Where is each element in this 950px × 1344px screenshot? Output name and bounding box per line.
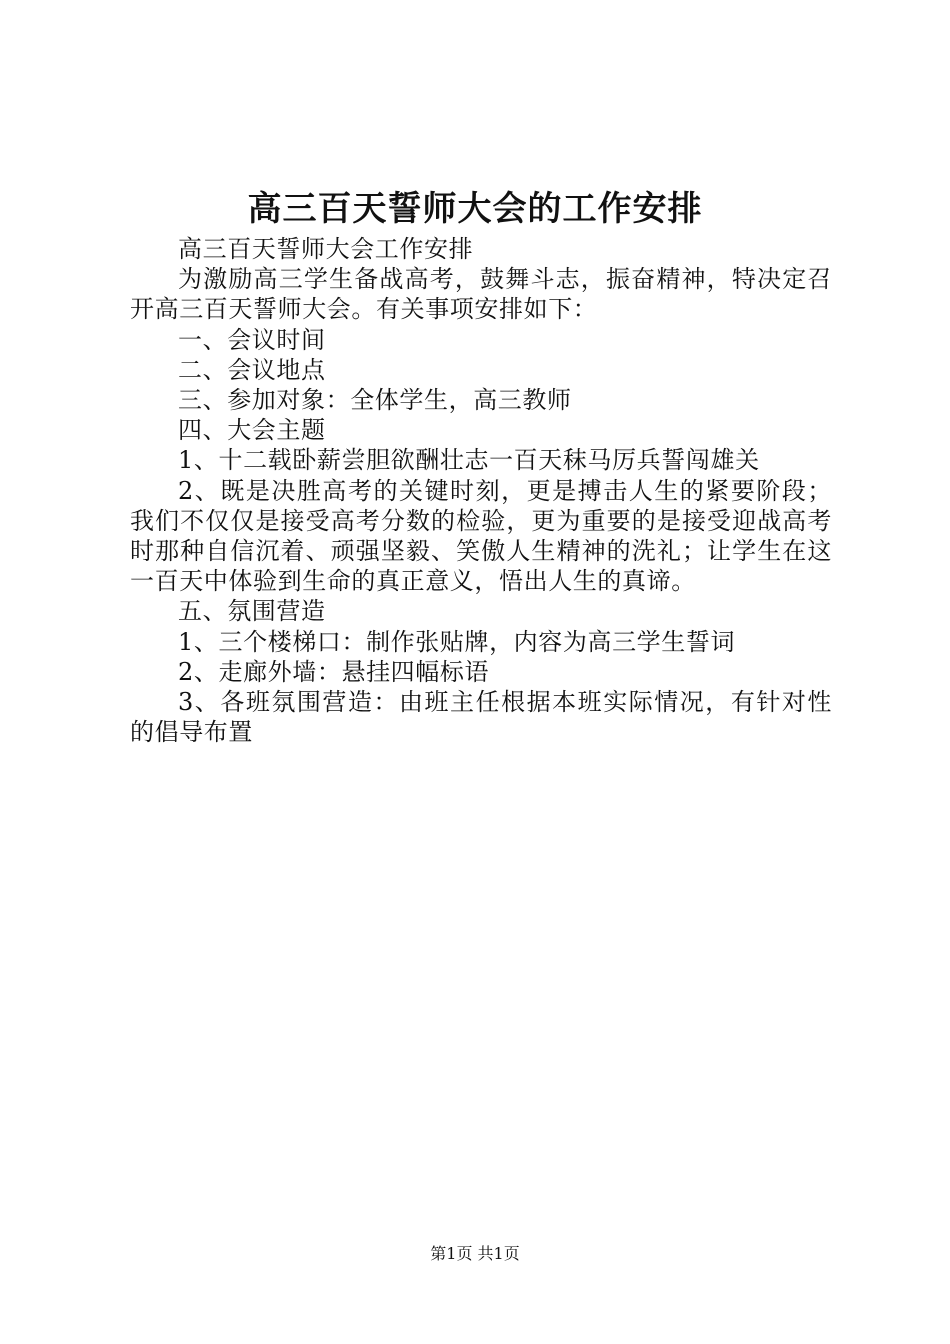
paragraph-intro: 为激励高三学生备战高考，鼓舞斗志，振奋精神，特决定召开高三百天誓师大会。有关事项安排如下：: [130, 265, 832, 324]
paragraph-theme-heading: 四、大会主题: [178, 416, 326, 445]
paragraph-theme-item-1: 1、十二载卧薪尝胆欲酬壮志一百天秣马厉兵誓闯雄关: [178, 446, 760, 475]
document-body: [130, 234, 832, 747]
paragraph-participants: 三、参加对象：全体学生，高三教师: [178, 386, 572, 415]
paragraph-meeting-place: 二、会议地点: [178, 355, 326, 384]
paragraph-subtitle: 高三百天誓师大会工作安排: [178, 235, 474, 263]
paragraph-theme-item-2: 2、既是决胜高考的关键时刻，更是搏击人生的紧要阶段；我们不仅仅是接受高考分数的检验，更为重要的是接受迎战高考时那种自信沉着、顽强坚毅、笑傲人生精神的洗礼；让学生在这一百天中体验到生命的真正意义，悟出人生的真谛。: [130, 476, 832, 596]
paragraph-atmosphere-heading: 五、氛围营造: [178, 597, 326, 626]
paragraph-atmosphere-item-2: 2、走廊外墙：悬挂四幅标语: [178, 657, 490, 686]
page-footer: 第1页 共1页: [430, 1244, 520, 1263]
paragraph-atmosphere-item-1: 1、三个楼梯口：制作张贴牌，内容为高三学生誓词: [178, 627, 736, 656]
document-title: 高三百天誓师大会的工作安排: [247, 189, 703, 229]
paragraph-atmosphere-item-3: 3、各班氛围营造：由班主任根据本班实际情况，有针对性的倡导布置: [130, 688, 832, 747]
paragraph-meeting-time: 一、会议时间: [178, 325, 326, 354]
